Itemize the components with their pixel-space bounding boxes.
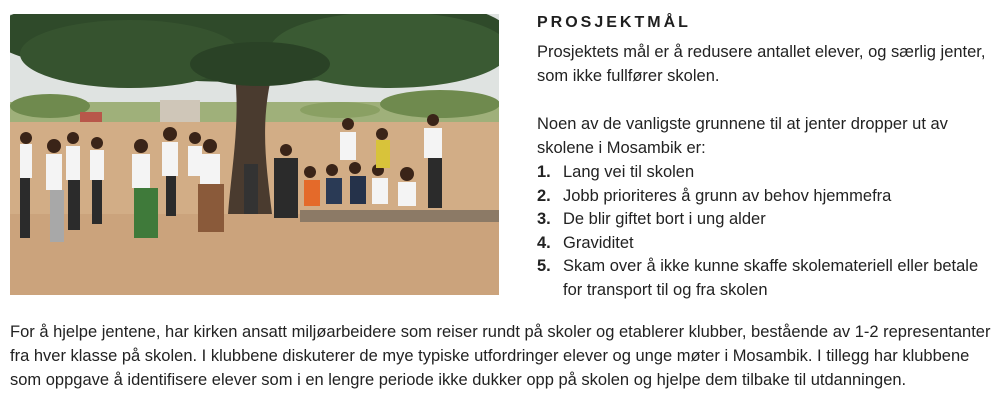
body-paragraph: For å hjelpe jentene, har kirken ansatt miljøarbeidere som reiser rundt på skoler og etablerer klubber, bestående av 1-2 representanter fra hver klasse på skolen. I klubbene diskuterer de mye typiske utfordringer elever og unge møter i Mosambik. I tillegg har klubbene som oppgave å identifisere elever som i en lengre periode ikke dukker opp på skolen og hjelpe dem tilbake til utdanningen. <box>10 323 991 389</box>
list-item-number: 1. <box>537 163 551 181</box>
list-item-number: 5. <box>537 257 551 275</box>
section-title: PROSJEKTMÅL <box>537 14 691 31</box>
photo-illustration <box>10 14 499 295</box>
reasons-lead-paragraph: Noen av de vanligste grunnene til at jenter dropper ut av skolene i Mosambik er: <box>537 115 948 157</box>
list-item-text: De blir giftet bort i ung alder <box>563 210 766 228</box>
list-item-text: Jobb prioriteres å grunn av behov hjemmefra <box>563 186 892 205</box>
list-item <box>537 232 987 256</box>
list-item-number: 3. <box>537 210 551 228</box>
list-item <box>537 185 987 209</box>
list-item <box>537 208 987 232</box>
intro-paragraph: Prosjektets mål er å redusere antallet elever, og særlig jenter, som ikke fullfører skolen. <box>537 43 986 85</box>
list-item-text: Graviditet <box>563 233 634 252</box>
list-item <box>537 161 987 185</box>
list-item-number: 4. <box>537 233 551 252</box>
list-item-text: Lang vei til skolen <box>563 163 695 181</box>
dropout-reasons-list <box>537 161 987 302</box>
list-item <box>537 255 987 302</box>
list-item-number: 2. <box>537 186 551 205</box>
students-under-tree-photo <box>10 14 499 295</box>
list-item-text: Skam over å ikke kunne skaffe skolemateriell eller betale for transport til og fra skolen <box>563 257 979 299</box>
